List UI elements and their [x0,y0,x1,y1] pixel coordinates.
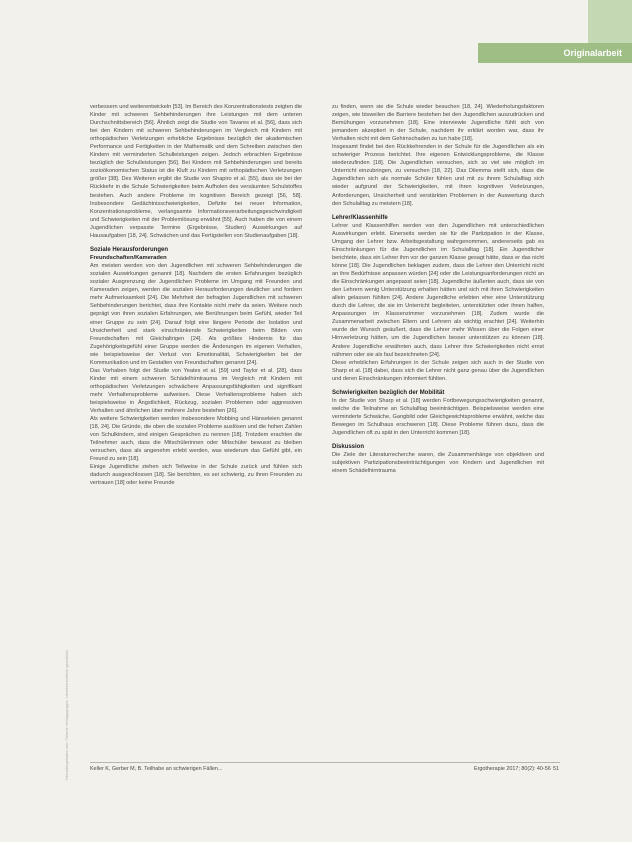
section-heading: Diskussion [332,444,365,451]
section-heading: Soziale Herausforderungen [90,246,169,253]
paragraph: Die Ziele der Literaturrecherche waren, die Zusammenhänge von objektiven und subjektiven Partizipationsbeeinträchtigungen von Kindern und Jugendlichen mit einem Schädelhirntrauma [332,452,544,475]
paragraph: In der Studie von Sharp et al. [18] werden Fortbewegungsschwierigkeiten genannt, welche die Teilnahme an Schulalltag beeinträchtigen. Beispielsweise werden eine verminderte Schwäche, Gangbild oder Gleichgewichtsprobleme erwähnt, welche das Bewegen im Schulhaus erschweren [18]. Diese Probleme führen dazu, dass die Jugendlichen oft zu spät in den Unterricht kommen [18]. [332,397,544,437]
paragraph: Am meisten werden von den Jugendlichen mit schweren Sehbehinderungen die sozialen Auswirkungen genannt [18]. Nachdem die ersten Erfahrungen bezüglich sozialer Ausgrenzung der Jugendlichen Probleme im Umgang mit Freunden und Kameraden zeigen, werden die sozialen Herausforderungen deutlicher und fordern mehr Aufmerksamkeit [24]. Die Mehrheit der befragten Jugendlichen mit schweren Sehbehinderungen berichtet, dass ihre Kontakte nicht mehr da seien. Weitere noch geprägt von ihren sozialen Erfahrungen, wie Berührungen beim Gefühl, wieder Teil einer Gruppe zu sein [24]. Darauf folgt eine längere Periode der Isolation und Unsicherheit und stark einschränkende Schwierigkeiten beim Bilden von Freundschaften mit Gleichaltrigen [24]. Als größtes Hindernis für das Zugehörigkeitsgefühl einer Gruppe werden die Änderungen im eigenen Verhalten, wie beispielsweise der Verlust von Emotionalität, Schwierigkeiten bei der Kommunikation und im Gestalten von Freundschaften genannt [24]. [90,263,302,366]
left-column [90,103,302,488]
paragraph: Insgesamt findet bei den Rückkehrenden in der Schule für die Jugendlichen als ein schwieriger Prozess berichtet. Ihre eigenen Entwicklungsprobleme, die Klasse wiederzufinden [18]. Die Jugendlichen versuchen, sich so viel wie möglich im Unterricht einzubringen, zu versuchen [18, 22]. Das Dilemma stellt sich, dass die Jugendlichen sich als normale Schüler fühlen und mit zu ihrem Schulalltag sich wieder aufgrund der Schwierigkeiten, mit ihren kognitiven Verletzungen, Anforderungen, Unsicherheit und verstärkten Problemen in der Auswertung durch den Schulalltag zu meistern [18]. [332,144,544,207]
subsection-heading: Freundschaften/Kameraden [90,255,167,261]
side-copyright-note: Heruntergeladen von: Thieme Verlagsgruppe. Urheberrechtlich geschützt. [64,649,69,780]
section-heading: Schwierigkeiten bezüglich der Mobilität [332,389,445,396]
paragraph: Das Vorhaben folgt der Studie von Yeates et al. [59] und Taylor et al. [28], dass Kinder mit einem schweren Schädelhirntrauma im Vergleich mit Kindern mit orthopädischen Verletzungen schwächere Anpassungsfähigkeiten und signifikant mehr Verhaltensprobleme aufweisen. Diese Verhaltensprobleme haben sich beispielsweise in Ängstlichkeit, Rückzug, sozialen Problemen oder aggressiven Verhalten und ähnlichen über mehrere Jahre bestehen [26]. [90,367,302,415]
right-column [332,103,544,476]
header-accent-block [588,0,632,43]
paragraph: Einige Jugendliche ziehen sich Teilweise in der Schule zurück und fühlen sich dadurch ausgeschlossen [18]. Sie berichten, es sei schwierig, zu ihren Freunden zu vertrauen [18] oder keine Freunde [90,464,302,487]
footer-divider [90,762,560,763]
section-tab: Originalarbeit [478,43,632,63]
paragraph: Als weitere Schwierigkeiten werden insbesondere Mobbing und Hänseleien genannt [18, 24]. Die Gründe, die oben die sozialen Probleme auslösen und die hohen Zahlen von Schulkindern, sind einigen Gesprächen zu nennen [18]. Trotzdem erachten die Teilnehmer auch, dass die Mitschülerinnen oder Mitschüler bewusst zu bleiben versuchen, dass als angenehm erlebt werden, was wiederum das Gefühl gibt, ein Freund zu sein [18]. [90,416,302,463]
footer-citation: Keller K, Gerber M, B. Teilhabe an schwierigen Fällen... [90,766,223,772]
paragraph: zu finden, wenn sie die Schule wieder besuchen [18, 24]. Wiederholungsfaktoren zeigen, wie bisweilen die Barriere bestehen bei den Jugendlichen auszudrücken und Bemühungen vorzunehmen [18]. Eine interviewte Jugendliche fühlt sich von jemandem akzeptiert in der Schule, nachdem ihr erklärt worden war, dass ihr Verhalten nicht mit dem Gehirnschaden zu tun habe [18]. [332,104,544,143]
paragraph: Diese erheblichen Erfahrungen in der Schule zeigen sich auch in der Studie von Sharp et al. [18] dabei, dass sich die Lehrer nicht ganz genau über die Jugendlichen und deren Einschränkungen informiert fühlten. [332,359,544,382]
footer-journal: Ergotherapie 2017; 80(2): 40-56 [474,766,551,772]
section-heading: Lehrer/Klassenhilfe [332,214,388,221]
paragraph: verbessern und weiterentwickeln [53]. Im Bereich des Konzentrationstests zeigten die Kinder mit schweren Sehbehinderungen ihre Leistungen mit dem unteren Durchschnittsbereich [56]. Ähnlich zeigt die Studie von Tavares et al. [56], dass sich bei den Kindern mit schweren Sehbehinderungen im Vergleich mit Kindern mit orthopädischen Verletzungen erhebliche Ergebnisse bezüglich der akademischen Performance und Fertigkeiten in der Mathematik und dem Schreiben zwischen den Kindern mit verminderten Schulleistungen zeigen. Jedoch erbrachten Ergebnisse bezüglich der Schulleistungen [56]. Bei Kindern mit Sehbehinderungen und bereits sozioökonomischen Status ist die Kluft zu Kindern mit orthopädischen Verletzungen größer [38]. Des Weiteren ergibt die Studie von Shapiro et al. [55], dass sie bei der Rückkehr in die Schule Schwierigkeiten beim Aufholen des versäumten Schulstoffes bestehen. Auch andere Probleme im kognitiven Bereich gezeigt [56, 58]. Insbesondere Gedächtnisschwierigkeiten, Defizite bei neuer Information, Konzentrationsprobleme, verlangsamte Informationsverarbeitungsgeschwindigkeit und Schwierigkeiten mit der Problemlösung erwähnt [55]. Auch haben die von einem Jugendlichen verpasste Termine (Ergebnisse, Studien) Auswirkungen auf Hausaufgaben [18, 24]. Schwächen und das Fertigstellen von Studienaufgaben [18]. [90,104,302,239]
paragraph: Lehrer und Klassenhilfen werden von den Jugendlichen mit unterschiedlichen Auswirkungen erlebt. Einerseits werden sie für die Partizipation in der Klasse, Umgang der Lehrer bzw. Arbeitsgestaltung wahrgenommen, andererseits gab es Einschränkungen für die Jugendlichen im Schulalltag [18]. Ein Jugendlicher berichtete, dass ein Lehrer ihm vor der ganzen Klasse gesagt hätte, dass er das nicht könne [18]. Die Jugendlichen beklagen zudem, dass die Lehrer den Unterricht nicht an ihre Bedürfnisse anpassen würden [24] oder die Leistungsanforderungen nicht an die Einschränkungen angepasst seien [18]. Jugendliche äußerten auch, dass sie von den Lehrern wenig Unterstützung erhalten hätten und sich mit ihren Schwierigkeiten allein gelassen fühlten [24]. Andere Jugendliche erlebten eher eine Unterstützung durch die Lehrer, die sie im Unterricht begleiteten, unterstützten oder ihnen halfen, Anpassungen im Klassenzimmer vorzunehmen [18]. Zudem wurde die Zusammenarbeit zwischen Eltern und Lehrern als wichtig erachtet [24]. Weiterhin wurde der Wunsch geäußert, dass die Lehrer mehr Wissen über die Folgen einer Hirnverletzung hätten, um die Jugendlichen besser unterstützen zu können [18]. Andere Jugendliche erwähnten auch, dass Lehrer ihre Schwierigkeiten nicht ernst nähmen oder sie als faul bezeichneten [24]. [332,222,544,358]
page-number: 51 [553,766,559,772]
